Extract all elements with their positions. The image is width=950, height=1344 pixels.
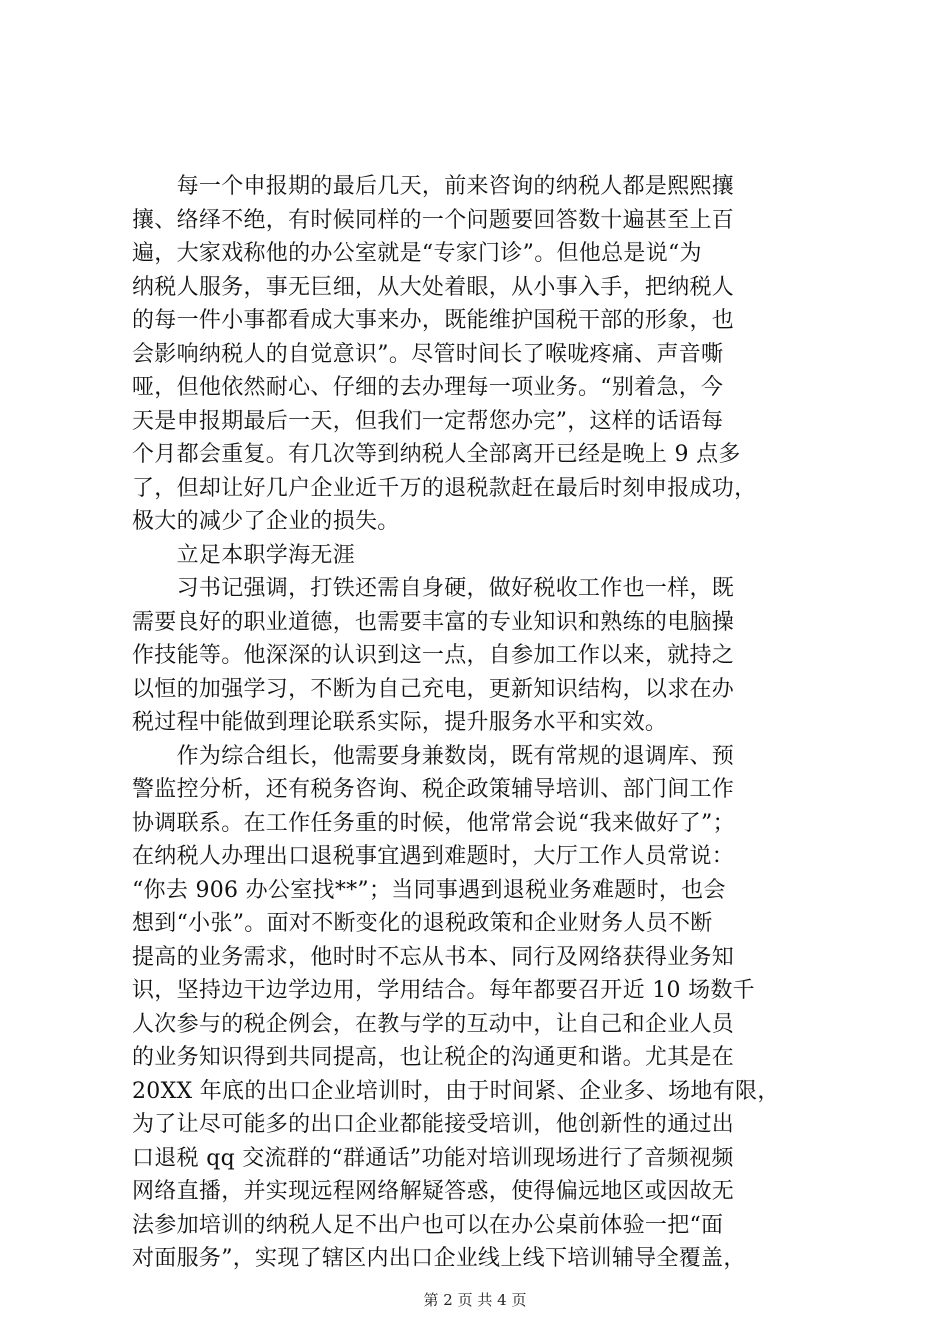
text-line: 警监控分析，还有税务咨询、税企政策辅导培训、部门间工作 xyxy=(132,777,735,802)
text-line: 个月都会重复。有几次等到纳税人全部离开已经是晚上 9 点多 xyxy=(132,442,741,467)
text-line: 需要良好的职业道德，也需要丰富的专业知识和熟练的电脑操 xyxy=(132,609,735,635)
text-line: 纳税人服务，事无巨细，从大处着眼，从小事入手，把纳税人 xyxy=(132,274,735,300)
text-line: 税过程中能做到理论联系实际，提升服务水平和实效。 xyxy=(132,710,668,735)
text-line: 识，坚持边干边学边用，学用结合。每年都要召开近 10 场数千 xyxy=(132,978,755,1003)
text-line: 哑，但他依然耐心、仔细的去办理每一项业务。“别着急，今 xyxy=(132,375,724,400)
text-line: 遍，大家戏称他的办公室就是“专家门诊”。但他总是说“为 xyxy=(132,241,702,266)
body-text xyxy=(132,170,832,1276)
text-line: 的业务知识得到共同提高，也让税企的沟通更和谐。尤其是在 xyxy=(132,1045,735,1070)
page-number: 第 2 页 共 4 页 xyxy=(423,1291,527,1309)
text-line: 以恒的加强学习，不断为自己充电，更新知识结构，以求在办 xyxy=(132,676,735,702)
text-line: 为了让尽可能多的出口企业都能接受培训，他创新性的通过出 xyxy=(132,1112,735,1137)
text-line: 在纳税人办理出口退税事宜遇到难题时，大厅工作人员常说： xyxy=(132,844,735,869)
text-line: 网络直播，并实现远程网络解疑答惑，使得偏远地区或因故无 xyxy=(132,1179,735,1204)
text-line: 20XX 年底的出口企业培训时，由于时间紧、企业多、场地有限， xyxy=(132,1078,780,1104)
text-line: 口退税 qq 交流群的“群通话”功能对培训现场进行了音频视频 xyxy=(132,1145,734,1171)
text-line: 每一个申报期的最后几天，前来咨询的纳税人都是熙熙攘 xyxy=(132,174,735,199)
text-line: 协调联系。在工作任务重的时候，他常常会说“我来做好了”； xyxy=(132,810,735,836)
text-line: 作为综合组长，他需要身兼数岗，既有常规的退调库、预 xyxy=(132,743,735,769)
text-line: 极大的减少了企业的损失。 xyxy=(132,509,400,534)
text-line: 想到“小张”。面对不断变化的退税政策和企业财务人员不断 xyxy=(132,911,713,936)
text-line: 对面服务”，实现了辖区内出口企业线上线下培训辅导全覆盖， xyxy=(132,1246,746,1271)
text-line: 习书记强调，打铁还需自身硬，做好税收工作也一样，既 xyxy=(132,576,735,601)
text-line: “你去 906 办公室找**”；当同事遇到退税业务难题时，也会 xyxy=(132,877,726,903)
text-line: 人次参与的税企例会，在教与学的互动中，让自己和企业人员 xyxy=(132,1011,735,1037)
text-line: 会影响纳税人的自觉意识”。尽管时间长了喉咙疼痛、声音嘶 xyxy=(132,341,724,367)
text-line: 攘、络绎不绝，有时候同样的一个问题要回答数十遍甚至上百 xyxy=(132,207,735,233)
text-line: 天是申报期最后一天，但我们一定帮您办完”，这样的话语每 xyxy=(132,408,724,434)
text-line: 法参加培训的纳税人足不出户也可以在办公桌前体验一把“面 xyxy=(132,1212,724,1238)
text-line: 的每一件小事都看成大事来办，既能维护国税干部的形象，也 xyxy=(132,308,735,333)
text-line: 作技能等。他深深的认识到这一点，自参加工作以来，就持之 xyxy=(132,643,735,668)
text-line: 了，但却让好几户企业近千万的退税款赶在最后时刻申报成功， xyxy=(132,475,757,501)
text-line: 立足本职学海无涯 xyxy=(132,542,356,568)
text-line: 提高的业务需求，他时时不忘从书本、同行及网络获得业务知 xyxy=(132,944,735,970)
